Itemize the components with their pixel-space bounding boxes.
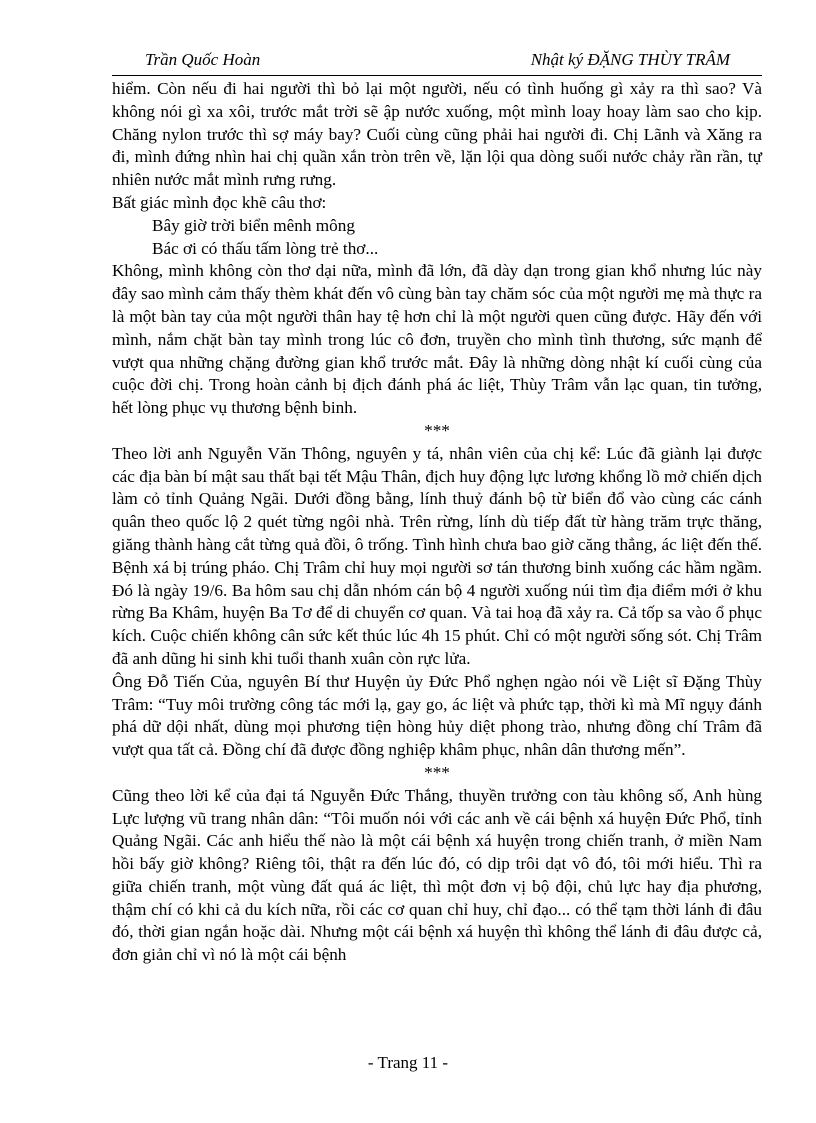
- poem-line: Bác ơi có thấu tấm lòng trẻ thơ...: [152, 238, 379, 258]
- paragraph: Không, mình không còn thơ dại nữa, mình đã lớn, đã dày dạn trong gian khổ nhưng lúc này đây sao mình cảm thấy thèm khát đến vô cùng bàn tay chăm sóc của một người mẹ mà thực ra là một bàn tay của một người thân hay tệ hơn chỉ là một người quen cũng được. Hãy đến với mình, nắm chặt bàn tay mình trong lúc cô đơn, truyền cho mình tình thương, sức mạnh để vượt qua những chặng đường gian khổ trước mắt. Đây là những dòng nhật kí cuối cùng của cuộc đời chị. Trong hoàn cảnh bị địch đánh phá ác liệt, Thùy Trâm vẫn lạc quan, tin tưởng, hết lòng phục vụ thương bệnh binh.: [112, 261, 762, 418]
- section-separator: ***: [424, 762, 450, 782]
- section-separator: ***: [424, 420, 450, 440]
- page-number: - Trang 11 -: [367, 1053, 449, 1072]
- page-body: [112, 78, 762, 967]
- header-author: Trần Quốc Hoàn: [145, 50, 261, 69]
- paragraph: Ông Đỗ Tiến Của, nguyên Bí thư Huyện ủy Đức Phổ nghẹn ngào nói về Liệt sĩ Đặng Thùy Trâm: “Tuy môi trường công tác mới lạ, gay go, ác liệt và phức tạp, thời kì mà Mĩ ngụy đánh phá dữ dội nhất, dùng mọi phương tiện hòng hủy diệt phong trào, nhưng đồng chí Trâm đã vượt qua tất cả. Đồng chí đã được đồng nghiệp khâm phục, nhân dân thương mến”.: [112, 671, 762, 760]
- paragraph: hiểm. Còn nếu đi hai người thì bỏ lại một người, nếu có tình huống gì xảy ra thì sao? Và không nói gì xa xôi, trước mắt trời sẽ ập nước xuống, một mình loay hoay làm sao cho kịp. Chăng nylon trước thì sợ máy bay? Cuối cùng cũng phải hai người đi. Chị Lãnh và Xăng ra đi, mình đứng nhìn hai chị quần xắn tròn trên về, lặn lội qua dòng suối nước chảy rần rần, tự nhiên nước mắt mình rưng rưng.: [112, 79, 762, 190]
- header-divider: [112, 75, 762, 76]
- paragraph: Bất giác mình đọc khẽ câu thơ:: [112, 192, 327, 212]
- poem-line: Bây giờ trời biển mênh mông: [152, 215, 355, 235]
- page-header: [145, 48, 730, 72]
- paragraph: Cũng theo lời kể của đại tá Nguyễn Đức Thắng, thuyền trưởng con tàu không số, Anh hùng Lực lượng vũ trang nhân dân: “Tôi muốn nói với các anh về cái bệnh xá huyện Đức Phổ, tỉnh Quảng Ngãi. Các anh hiểu thế nào là một cái bệnh xá huyện trong chiến tranh, ở miền Nam hồi bấy giờ không? Riêng tôi, thật ra đến lúc đó, có dịp trôi dạt vô đó, tôi mới hiểu. Thì ra giữa chiến tranh, một vùng đất quá ác liệt, thì một đơn vị bộ đội, chủ lực hay địa phương, thậm chí có khi cả du kích nữa, rồi các cơ quan chỉ huy, chỉ đạo... có thể tạm thời lánh đi đâu đó, thời gian ngắn hoặc dài. Nhưng một cái bệnh xá huyện thì không thể lánh đi đâu được cả, đơn giản chỉ vì nó là một cái bệnh: [112, 785, 762, 965]
- paragraph: Theo lời anh Nguyễn Văn Thông, nguyên y tá, nhân viên của chị kể: Lúc đã giành lại được các địa bàn bí mật sau thất bại tết Mậu Thân, địch huy động lực lương khổng lồ mở chiến dịch làm cỏ tỉnh Quảng Ngãi. Dưới đồng bằng, lính thuỷ đánh bộ từ biển đổ vào cùng các cánh quân theo quốc lộ 2 quét từng ngôi nhà. Trên rừng, lính dù tiếp đất từ hàng trăm trực thăng, giăng thành hàng cắt từng quả đồi, ô trống. Tình hình chưa bao giờ căng thẳng, ác liệt đến thế. Bệnh xá bị trúng pháo. Chị Trâm chỉ huy mọi người sơ tán thương binh xuống các hầm ngầm. Đó là ngày 19/6. Ba hôm sau chị dẫn nhóm cán bộ 4 người xuống núi tìm địa điểm mới ở khu rừng Ba Khâm, huyện Ba Tơ để di chuyển cơ quan. Và tai hoạ đã xảy ra. Cả tốp sa vào ổ phục kích. Cuộc chiến không cân sức kết thúc lúc 4h 15 phút. Chỉ có một người sống sót. Chị Trâm đã anh dũng hi sinh khi tuổi thanh xuân còn rực lửa.: [112, 443, 762, 668]
- header-book-title: Nhật ký ĐẶNG THÙY TRÂM: [530, 50, 730, 69]
